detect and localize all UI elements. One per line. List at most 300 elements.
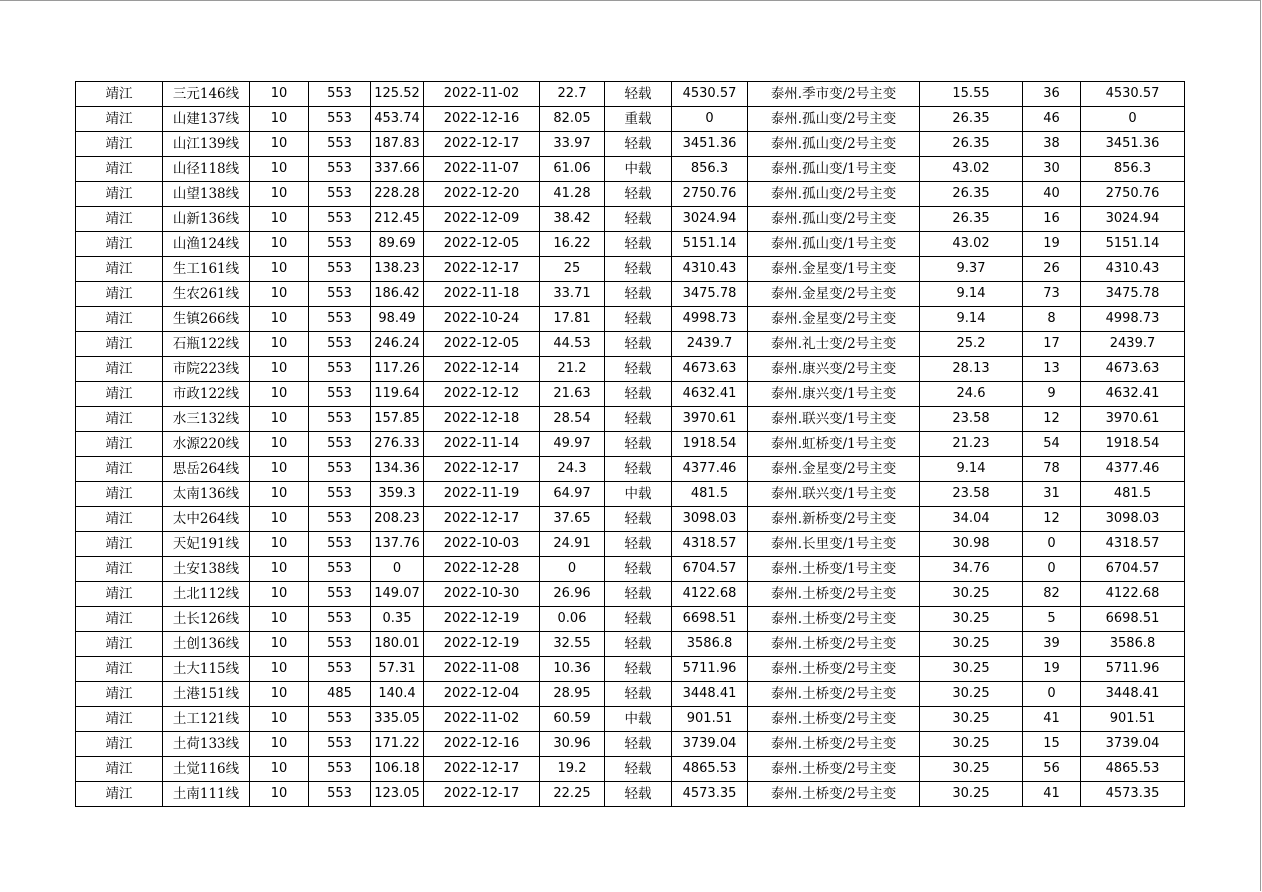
table-row [76, 82, 1185, 107]
date-cell: 2022-12-16 [424, 732, 540, 757]
transformer-load-rate-cell: 30.25 [920, 732, 1023, 757]
load-status-cell: 轻载 [605, 232, 672, 257]
line-name-cell: 山江139线 [163, 132, 250, 157]
load-status-cell: 轻载 [605, 407, 672, 432]
voltage-cell: 10 [250, 657, 309, 682]
load-status-cell: 轻载 [605, 432, 672, 457]
load-status-cell: 轻载 [605, 282, 672, 307]
user-count-cell: 15 [1023, 732, 1081, 757]
transformer-load-rate-cell: 9.37 [920, 257, 1023, 282]
load-rate-cell: 28.95 [540, 682, 605, 707]
table-row [76, 107, 1185, 132]
remaining-capacity-cell: 3024.94 [1081, 207, 1185, 232]
load-status-cell: 轻载 [605, 357, 672, 382]
line-name-cell: 生镇266线 [163, 307, 250, 332]
voltage-cell: 10 [250, 632, 309, 657]
rated-capacity-cell: 553 [309, 607, 371, 632]
region-cell: 靖江 [76, 732, 163, 757]
max-load-cell: 149.07 [371, 582, 424, 607]
load-status-cell: 轻载 [605, 682, 672, 707]
line-name-cell: 土港151线 [163, 682, 250, 707]
remaining-capacity-cell: 4310.43 [1081, 257, 1185, 282]
region-cell: 靖江 [76, 632, 163, 657]
transformer-cell: 泰州.土桥变/2号主变 [748, 707, 920, 732]
remaining-capacity-cell: 4673.63 [1081, 357, 1185, 382]
transformer-cell: 泰州.土桥变/1号主变 [748, 557, 920, 582]
table-row [76, 482, 1185, 507]
load-rate-cell: 32.55 [540, 632, 605, 657]
load-status-cell: 轻载 [605, 132, 672, 157]
voltage-cell: 10 [250, 532, 309, 557]
transformer-load-rate-cell: 9.14 [920, 457, 1023, 482]
date-cell: 2022-12-16 [424, 107, 540, 132]
voltage-cell: 10 [250, 682, 309, 707]
table-row [76, 582, 1185, 607]
available-capacity-cell: 3024.94 [672, 207, 748, 232]
rated-capacity-cell: 553 [309, 182, 371, 207]
load-rate-cell: 19.2 [540, 757, 605, 782]
load-rate-cell: 0.06 [540, 607, 605, 632]
voltage-cell: 10 [250, 732, 309, 757]
transformer-cell: 泰州.虹桥变/1号主变 [748, 432, 920, 457]
load-status-cell: 轻载 [605, 557, 672, 582]
max-load-cell: 125.52 [371, 82, 424, 107]
user-count-cell: 19 [1023, 232, 1081, 257]
line-name-cell: 水源220线 [163, 432, 250, 457]
voltage-cell: 10 [250, 257, 309, 282]
available-capacity-cell: 1918.54 [672, 432, 748, 457]
voltage-cell: 10 [250, 782, 309, 807]
transformer-cell: 泰州.康兴变/2号主变 [748, 357, 920, 382]
load-status-cell: 轻载 [605, 332, 672, 357]
max-load-cell: 208.23 [371, 507, 424, 532]
rated-capacity-cell: 553 [309, 432, 371, 457]
user-count-cell: 36 [1023, 82, 1081, 107]
user-count-cell: 26 [1023, 257, 1081, 282]
transformer-cell: 泰州.孤山变/2号主变 [748, 132, 920, 157]
load-status-cell: 轻载 [605, 82, 672, 107]
voltage-cell: 10 [250, 157, 309, 182]
region-cell: 靖江 [76, 707, 163, 732]
load-status-cell: 轻载 [605, 382, 672, 407]
transformer-load-rate-cell: 9.14 [920, 282, 1023, 307]
line-name-cell: 太中264线 [163, 507, 250, 532]
max-load-cell: 106.18 [371, 757, 424, 782]
region-cell: 靖江 [76, 507, 163, 532]
rated-capacity-cell: 553 [309, 557, 371, 582]
line-name-cell: 太南136线 [163, 482, 250, 507]
load-rate-cell: 28.54 [540, 407, 605, 432]
table-row [76, 307, 1185, 332]
line-name-cell: 山望138线 [163, 182, 250, 207]
line-name-cell: 土觉116线 [163, 757, 250, 782]
available-capacity-cell: 3586.8 [672, 632, 748, 657]
load-rate-cell: 38.42 [540, 207, 605, 232]
rated-capacity-cell: 553 [309, 332, 371, 357]
region-cell: 靖江 [76, 207, 163, 232]
user-count-cell: 0 [1023, 532, 1081, 557]
date-cell: 2022-12-20 [424, 182, 540, 207]
transformer-cell: 泰州.土桥变/2号主变 [748, 657, 920, 682]
max-load-cell: 228.28 [371, 182, 424, 207]
user-count-cell: 73 [1023, 282, 1081, 307]
user-count-cell: 13 [1023, 357, 1081, 382]
user-count-cell: 82 [1023, 582, 1081, 607]
date-cell: 2022-11-07 [424, 157, 540, 182]
transformer-load-rate-cell: 26.35 [920, 182, 1023, 207]
max-load-cell: 0 [371, 557, 424, 582]
load-rate-cell: 22.25 [540, 782, 605, 807]
table-row [76, 357, 1185, 382]
load-status-cell: 轻载 [605, 207, 672, 232]
remaining-capacity-cell: 3451.36 [1081, 132, 1185, 157]
table-row [76, 257, 1185, 282]
region-cell: 靖江 [76, 582, 163, 607]
transformer-cell: 泰州.金星变/2号主变 [748, 307, 920, 332]
rated-capacity-cell: 553 [309, 582, 371, 607]
transformer-cell: 泰州.金星变/2号主变 [748, 282, 920, 307]
load-rate-cell: 37.65 [540, 507, 605, 532]
data-table [75, 81, 1185, 807]
remaining-capacity-cell: 4632.41 [1081, 382, 1185, 407]
transformer-cell: 泰州.康兴变/1号主变 [748, 382, 920, 407]
line-name-cell: 生农261线 [163, 282, 250, 307]
transformer-cell: 泰州.土桥变/2号主变 [748, 757, 920, 782]
load-status-cell: 轻载 [605, 607, 672, 632]
date-cell: 2022-12-17 [424, 782, 540, 807]
date-cell: 2022-12-04 [424, 682, 540, 707]
region-cell: 靖江 [76, 282, 163, 307]
max-load-cell: 137.76 [371, 532, 424, 557]
transformer-cell: 泰州.孤山变/2号主变 [748, 207, 920, 232]
load-status-cell: 轻载 [605, 457, 672, 482]
date-cell: 2022-11-14 [424, 432, 540, 457]
available-capacity-cell: 2750.76 [672, 182, 748, 207]
voltage-cell: 10 [250, 557, 309, 582]
transformer-load-rate-cell: 21.23 [920, 432, 1023, 457]
max-load-cell: 57.31 [371, 657, 424, 682]
line-name-cell: 土北112线 [163, 582, 250, 607]
user-count-cell: 5 [1023, 607, 1081, 632]
load-rate-cell: 25 [540, 257, 605, 282]
transformer-load-rate-cell: 26.35 [920, 207, 1023, 232]
rated-capacity-cell: 553 [309, 707, 371, 732]
table-row [76, 157, 1185, 182]
user-count-cell: 38 [1023, 132, 1081, 157]
load-status-cell: 轻载 [605, 257, 672, 282]
max-load-cell: 119.64 [371, 382, 424, 407]
date-cell: 2022-11-02 [424, 707, 540, 732]
date-cell: 2022-12-17 [424, 457, 540, 482]
table-row [76, 332, 1185, 357]
load-rate-cell: 26.96 [540, 582, 605, 607]
available-capacity-cell: 2439.7 [672, 332, 748, 357]
available-capacity-cell: 856.3 [672, 157, 748, 182]
table-row [76, 507, 1185, 532]
rated-capacity-cell: 553 [309, 82, 371, 107]
available-capacity-cell: 4998.73 [672, 307, 748, 332]
load-rate-cell: 17.81 [540, 307, 605, 332]
rated-capacity-cell: 553 [309, 732, 371, 757]
table-row [76, 232, 1185, 257]
line-name-cell: 石瓶122线 [163, 332, 250, 357]
rated-capacity-cell: 553 [309, 657, 371, 682]
region-cell: 靖江 [76, 432, 163, 457]
region-cell: 靖江 [76, 657, 163, 682]
region-cell: 靖江 [76, 232, 163, 257]
max-load-cell: 212.45 [371, 207, 424, 232]
voltage-cell: 10 [250, 757, 309, 782]
table-row [76, 457, 1185, 482]
table-row [76, 757, 1185, 782]
line-name-cell: 生工161线 [163, 257, 250, 282]
available-capacity-cell: 4632.41 [672, 382, 748, 407]
table-row [76, 207, 1185, 232]
rated-capacity-cell: 553 [309, 482, 371, 507]
table-row [76, 532, 1185, 557]
line-name-cell: 思岳264线 [163, 457, 250, 482]
transformer-load-rate-cell: 30.25 [920, 657, 1023, 682]
available-capacity-cell: 4530.57 [672, 82, 748, 107]
rated-capacity-cell: 553 [309, 507, 371, 532]
transformer-load-rate-cell: 30.25 [920, 632, 1023, 657]
available-capacity-cell: 3739.04 [672, 732, 748, 757]
load-rate-cell: 10.36 [540, 657, 605, 682]
date-cell: 2022-12-17 [424, 757, 540, 782]
transformer-cell: 泰州.孤山变/1号主变 [748, 157, 920, 182]
date-cell: 2022-12-12 [424, 382, 540, 407]
transformer-load-rate-cell: 30.98 [920, 532, 1023, 557]
transformer-load-rate-cell: 30.25 [920, 682, 1023, 707]
remaining-capacity-cell: 4530.57 [1081, 82, 1185, 107]
line-name-cell: 土安138线 [163, 557, 250, 582]
remaining-capacity-cell: 2750.76 [1081, 182, 1185, 207]
rated-capacity-cell: 553 [309, 632, 371, 657]
load-rate-cell: 16.22 [540, 232, 605, 257]
user-count-cell: 78 [1023, 457, 1081, 482]
max-load-cell: 98.49 [371, 307, 424, 332]
available-capacity-cell: 5711.96 [672, 657, 748, 682]
remaining-capacity-cell: 4573.35 [1081, 782, 1185, 807]
available-capacity-cell: 3098.03 [672, 507, 748, 532]
transformer-load-rate-cell: 25.2 [920, 332, 1023, 357]
table-row [76, 607, 1185, 632]
transformer-load-rate-cell: 30.25 [920, 757, 1023, 782]
region-cell: 靖江 [76, 132, 163, 157]
rated-capacity-cell: 553 [309, 132, 371, 157]
transformer-load-rate-cell: 43.02 [920, 157, 1023, 182]
region-cell: 靖江 [76, 332, 163, 357]
load-status-cell: 轻载 [605, 632, 672, 657]
load-status-cell: 轻载 [605, 732, 672, 757]
load-rate-cell: 61.06 [540, 157, 605, 182]
load-status-cell: 轻载 [605, 757, 672, 782]
available-capacity-cell: 3451.36 [672, 132, 748, 157]
line-name-cell: 土创136线 [163, 632, 250, 657]
rated-capacity-cell: 553 [309, 457, 371, 482]
transformer-load-rate-cell: 26.35 [920, 107, 1023, 132]
transformer-cell: 泰州.土桥变/2号主变 [748, 632, 920, 657]
transformer-cell: 泰州.礼士变/2号主变 [748, 332, 920, 357]
load-rate-cell: 41.28 [540, 182, 605, 207]
available-capacity-cell: 4318.57 [672, 532, 748, 557]
voltage-cell: 10 [250, 482, 309, 507]
transformer-cell: 泰州.长里变/1号主变 [748, 532, 920, 557]
table-row [76, 432, 1185, 457]
voltage-cell: 10 [250, 407, 309, 432]
transformer-cell: 泰州.土桥变/2号主变 [748, 782, 920, 807]
transformer-load-rate-cell: 26.35 [920, 132, 1023, 157]
max-load-cell: 171.22 [371, 732, 424, 757]
load-status-cell: 轻载 [605, 532, 672, 557]
remaining-capacity-cell: 1918.54 [1081, 432, 1185, 457]
available-capacity-cell: 6704.57 [672, 557, 748, 582]
remaining-capacity-cell: 3448.41 [1081, 682, 1185, 707]
user-count-cell: 56 [1023, 757, 1081, 782]
transformer-load-rate-cell: 34.04 [920, 507, 1023, 532]
user-count-cell: 0 [1023, 557, 1081, 582]
transformer-cell: 泰州.金星变/1号主变 [748, 257, 920, 282]
voltage-cell: 10 [250, 582, 309, 607]
voltage-cell: 10 [250, 707, 309, 732]
rated-capacity-cell: 553 [309, 357, 371, 382]
available-capacity-cell: 6698.51 [672, 607, 748, 632]
max-load-cell: 337.66 [371, 157, 424, 182]
region-cell: 靖江 [76, 157, 163, 182]
max-load-cell: 117.26 [371, 357, 424, 382]
user-count-cell: 54 [1023, 432, 1081, 457]
date-cell: 2022-11-18 [424, 282, 540, 307]
max-load-cell: 276.33 [371, 432, 424, 457]
load-rate-cell: 60.59 [540, 707, 605, 732]
max-load-cell: 140.4 [371, 682, 424, 707]
load-rate-cell: 30.96 [540, 732, 605, 757]
max-load-cell: 123.05 [371, 782, 424, 807]
rated-capacity-cell: 553 [309, 757, 371, 782]
date-cell: 2022-12-09 [424, 207, 540, 232]
line-name-cell: 山径118线 [163, 157, 250, 182]
available-capacity-cell: 3475.78 [672, 282, 748, 307]
rated-capacity-cell: 553 [309, 207, 371, 232]
line-name-cell: 水三132线 [163, 407, 250, 432]
max-load-cell: 157.85 [371, 407, 424, 432]
table-row [76, 632, 1185, 657]
max-load-cell: 335.05 [371, 707, 424, 732]
max-load-cell: 134.36 [371, 457, 424, 482]
table-row [76, 657, 1185, 682]
region-cell: 靖江 [76, 557, 163, 582]
date-cell: 2022-12-28 [424, 557, 540, 582]
remaining-capacity-cell: 3970.61 [1081, 407, 1185, 432]
max-load-cell: 359.3 [371, 482, 424, 507]
transformer-load-rate-cell: 23.58 [920, 407, 1023, 432]
rated-capacity-cell: 553 [309, 157, 371, 182]
available-capacity-cell: 4122.68 [672, 582, 748, 607]
user-count-cell: 39 [1023, 632, 1081, 657]
table-row [76, 782, 1185, 807]
voltage-cell: 10 [250, 357, 309, 382]
voltage-cell: 10 [250, 232, 309, 257]
load-status-cell: 重载 [605, 107, 672, 132]
available-capacity-cell: 901.51 [672, 707, 748, 732]
rated-capacity-cell: 553 [309, 782, 371, 807]
line-name-cell: 土南111线 [163, 782, 250, 807]
transformer-load-rate-cell: 43.02 [920, 232, 1023, 257]
transformer-cell: 泰州.孤山变/1号主变 [748, 232, 920, 257]
available-capacity-cell: 4865.53 [672, 757, 748, 782]
user-count-cell: 41 [1023, 782, 1081, 807]
line-name-cell: 山渔124线 [163, 232, 250, 257]
date-cell: 2022-11-02 [424, 82, 540, 107]
date-cell: 2022-12-18 [424, 407, 540, 432]
available-capacity-cell: 3448.41 [672, 682, 748, 707]
transformer-cell: 泰州.季市变/2号主变 [748, 82, 920, 107]
user-count-cell: 19 [1023, 657, 1081, 682]
max-load-cell: 246.24 [371, 332, 424, 357]
voltage-cell: 10 [250, 507, 309, 532]
load-rate-cell: 21.63 [540, 382, 605, 407]
load-rate-cell: 82.05 [540, 107, 605, 132]
transformer-load-rate-cell: 30.25 [920, 582, 1023, 607]
rated-capacity-cell: 553 [309, 382, 371, 407]
transformer-load-rate-cell: 30.25 [920, 607, 1023, 632]
remaining-capacity-cell: 3475.78 [1081, 282, 1185, 307]
rated-capacity-cell: 553 [309, 257, 371, 282]
remaining-capacity-cell: 0 [1081, 107, 1185, 132]
rated-capacity-cell: 553 [309, 307, 371, 332]
table-row [76, 132, 1185, 157]
rated-capacity-cell: 553 [309, 107, 371, 132]
load-status-cell: 轻载 [605, 182, 672, 207]
transformer-cell: 泰州.金星变/2号主变 [748, 457, 920, 482]
available-capacity-cell: 4310.43 [672, 257, 748, 282]
table-row [76, 382, 1185, 407]
user-count-cell: 9 [1023, 382, 1081, 407]
remaining-capacity-cell: 3098.03 [1081, 507, 1185, 532]
line-name-cell: 市院223线 [163, 357, 250, 382]
load-status-cell: 轻载 [605, 582, 672, 607]
load-status-cell: 中载 [605, 482, 672, 507]
rated-capacity-cell: 553 [309, 282, 371, 307]
available-capacity-cell: 4377.46 [672, 457, 748, 482]
available-capacity-cell: 3970.61 [672, 407, 748, 432]
region-cell: 靖江 [76, 482, 163, 507]
region-cell: 靖江 [76, 407, 163, 432]
load-rate-cell: 33.97 [540, 132, 605, 157]
load-status-cell: 轻载 [605, 782, 672, 807]
remaining-capacity-cell: 856.3 [1081, 157, 1185, 182]
available-capacity-cell: 481.5 [672, 482, 748, 507]
voltage-cell: 10 [250, 432, 309, 457]
date-cell: 2022-12-14 [424, 357, 540, 382]
region-cell: 靖江 [76, 257, 163, 282]
date-cell: 2022-12-17 [424, 132, 540, 157]
line-name-cell: 山建137线 [163, 107, 250, 132]
region-cell: 靖江 [76, 682, 163, 707]
available-capacity-cell: 4673.63 [672, 357, 748, 382]
transformer-cell: 泰州.联兴变/1号主变 [748, 407, 920, 432]
transformer-cell: 泰州.孤山变/2号主变 [748, 107, 920, 132]
date-cell: 2022-10-03 [424, 532, 540, 557]
load-status-cell: 中载 [605, 707, 672, 732]
max-load-cell: 89.69 [371, 232, 424, 257]
user-count-cell: 12 [1023, 407, 1081, 432]
load-rate-cell: 44.53 [540, 332, 605, 357]
rated-capacity-cell: 485 [309, 682, 371, 707]
transformer-load-rate-cell: 28.13 [920, 357, 1023, 382]
table-body [76, 82, 1185, 807]
line-name-cell: 土长126线 [163, 607, 250, 632]
